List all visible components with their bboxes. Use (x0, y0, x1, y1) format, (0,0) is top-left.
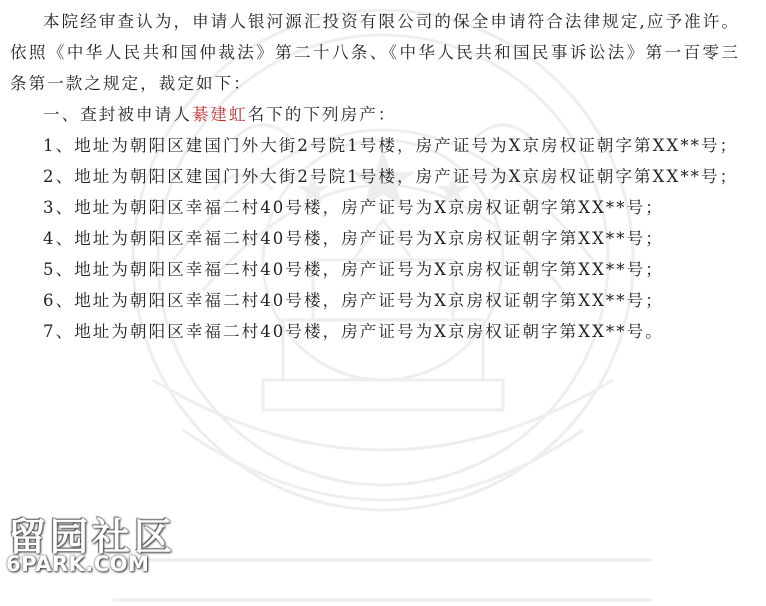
property-item: 5、地址为朝阳区幸福二村40号楼，房产证号为X京房权证朝字第XX**号； (43, 260, 664, 279)
property-item: 3、地址为朝阳区幸福二村40号楼，房产证号为X京房权证朝字第XX**号； (43, 198, 664, 217)
ruling-suffix: 名下的下列房产： (247, 105, 397, 124)
ruling-text (10, 6, 740, 347)
logo-chinese-text: 留园社区 (8, 514, 177, 559)
logo-english-text: 6PARK.COM (6, 552, 150, 576)
site-watermark-logo (2, 506, 192, 586)
intro-paragraph (10, 6, 740, 99)
property-item: 7、地址为朝阳区幸福二村40号楼，房产证号为X京房权证朝字第XX**号。 (43, 322, 664, 341)
ruling-prefix: 一、查封被申请人 (43, 105, 192, 124)
intro-text: 本院经审查认为，申请人银河源汇投资有限公司的保全申请符合法律规定,应予准许。依照《中华人民共和国仲裁法》第二十八条、《中华人民共和国民事诉讼法》第一百零三条第一款之规定，裁定如下： (10, 12, 740, 93)
respondent-name: 綦建虹 (191, 105, 248, 124)
property-item: 6、地址为朝阳区幸福二村40号楼，房产证号为X京房权证朝字第XX**号； (43, 291, 664, 310)
property-item: 2、地址为朝阳区建国门外大街2号院1号楼，房产证号为X京房权证朝字第XX**号； (43, 167, 739, 186)
property-item: 1、地址为朝阳区建国门外大街2号院1号楼，房产证号为X京房权证朝字第XX**号； (43, 136, 739, 155)
property-item: 4、地址为朝阳区幸福二村40号楼，房产证号为X京房权证朝字第XX**号； (43, 229, 664, 248)
ruling-heading (10, 99, 740, 130)
